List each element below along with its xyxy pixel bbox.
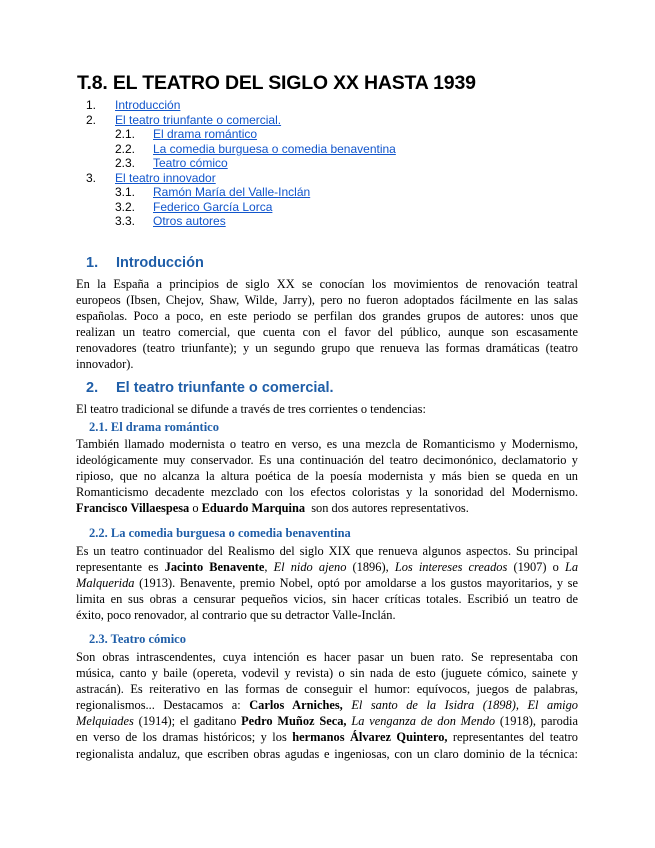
work-title: El amigo [527,698,578,713]
toc-number: 2.1. [115,127,136,141]
toc-link-otros-autores[interactable]: Otros autores [153,214,226,228]
text-line: ideológicamente muy conservador. Es una continuación del teatro decimonónico, declamatorio y [76,453,578,468]
subsection-heading-drama-romantico: 2.1. El drama romántico [89,420,219,434]
text-line: ripioso, que no alcanza la altura poética de la poesía modernista y más bien se queda en un [76,469,578,484]
text-fragment: (1914); el gaditano [133,714,242,729]
text-line: regionalista andaluz, que escriben obras agudas e ingeniosas, con un claro dominio de la técnica: [76,746,578,761]
toc-number: 2.2. [115,142,136,156]
document-title: T.8. EL TEATRO DEL SIGLO XX HASTA 1939 [77,72,476,94]
text-fragment: , [264,560,274,575]
section-number: 2. [86,380,99,396]
subsection-heading-comedia-burguesa: 2.2. La comedia burguesa o comedia benaventina [89,526,351,540]
toc-number: 1. [86,98,97,112]
toc-link-comedia-burguesa[interactable]: La comedia burguesa o comedia benaventina [153,142,396,156]
text-fragment: representantes del teatro [447,730,578,745]
text-fragment: (1918), parodia [495,714,578,729]
work-title: El santo de la Isidra [351,698,475,713]
author-name: Jacinto Benavente [164,560,265,575]
work-title: El nido ajeno [273,560,347,575]
text-line: realizan un teatro comercial, que cuenta con el favor del público, aunque son escasamente [76,325,578,340]
text-line [76,713,578,729]
author-name: Pedro Muñoz Seca, [241,714,347,729]
toc-link-drama-romantico[interactable]: El drama romántico [153,127,258,141]
text-fragment: o [189,501,202,516]
section-heading-teatro-triunfante [86,380,386,400]
text-line [76,575,578,591]
toc-number: 2. [86,113,97,127]
toc-number: 3.3. [115,214,136,228]
text-fragment: (1896), [346,560,395,575]
text-line: música, canto y baile (opereta, vodevil y revista) o sin nada de esto (juguete cómico, sainete y [76,666,578,681]
author-name: hermanos Álvarez Quintero, [292,730,448,745]
section-title: El teatro triunfante o comercial. [116,380,334,396]
author-name: Francisco Villaespesa [76,501,190,516]
author-name: Carlos Arniches, [249,698,343,713]
text-line [76,729,578,745]
text-line: Son obras intrascendentes, cuya intención es hacer pasar un buen rato. Se representaba con [76,650,578,664]
text-line: Romanticismo decadente mezclado con los efectos coloristas y la sonoridad del Modernismo. [76,485,578,500]
toc-number: 3. [86,171,97,185]
text-line: Es un teatro continuador del Realismo del siglo XIX que renueva algunos aspectos. Su principal [76,544,578,558]
text-line: renovadores (teatro triunfante); y un segundo grupo que renueva las formas dramáticas (teatro [76,341,578,356]
work-title: Los intereses creados [394,560,508,575]
text-line [76,697,578,713]
work-title: La [564,560,578,575]
paragraph-teatro-comico [76,649,578,762]
text-fragment: regionalismos... Destacamos a: [76,698,250,713]
section-title: Introducción [116,255,204,271]
toc-link-introduccion[interactable]: Introducción [115,98,181,112]
paragraph-introduccion [76,276,578,373]
text-line: españolas. Poco a poco, en este periodo se perfilan dos grandes grupos de autores: unos que [76,309,578,324]
text-line [76,559,578,575]
text-fragment: representante es [76,560,165,575]
work-title: Malquerida [76,576,135,591]
section-lead: El teatro tradicional se difunde a través de tres corrientes o tendencias: [76,402,426,416]
section-number: 1. [86,255,99,271]
section-heading-introduccion [86,255,286,275]
toc-link-valle-inclan[interactable]: Ramón María del Valle-Inclán [153,185,311,199]
text-line: limita en sus obras a censurar pequeños vicios, sin hacer críticas totales. Escribió un teatro de [76,592,578,607]
toc-link-teatro-triunfante[interactable]: El teatro triunfante o comercial. [115,113,282,127]
text-line [76,500,578,516]
toc-number: 2.3. [115,156,136,170]
text-line: innovador). [76,357,134,372]
text-fragment: (1907) o [507,560,565,575]
text-fragment: (1898), [474,698,528,713]
toc-number: 3.1. [115,185,136,199]
toc-link-garcia-lorca[interactable]: Federico García Lorca [153,200,273,214]
text-line: éxito, poco renovador, al contrario que su detractor Valle-Inclán. [76,608,396,623]
author-name: Eduardo Marquina [201,501,306,516]
paragraph-drama-romantico [76,436,578,516]
toc-link-teatro-comico[interactable]: Teatro cómico [153,156,228,170]
toc-number: 3.2. [115,200,136,214]
text-fragment: (1913). Benavente, premio Nobel, optó por amoldarse a los gustos mayoritarios, y se [134,576,578,591]
text-line: También llamado modernista o teatro en verso, es una mezcla de Romanticismo y Modernismo, [76,437,578,451]
work-title: Melquiades [76,714,134,729]
paragraph-comedia-burguesa [76,543,578,623]
text-line: astracán). Es reiterativo en las formas de conseguir el humor: equívocos, juegos de palabras, [76,682,578,697]
text-fragment: son dos autores representativos. [305,501,469,516]
work-title: La venganza de don Mendo [351,714,496,729]
text-fragment: en verso de los dramas históricos; y los [76,730,293,745]
text-line: En la España a principios de siglo XX se conocían los movimientos de renovación teatral [76,277,578,291]
text-line: europeos (Ibsen, Chejov, Shaw, Wilde, Jarry), pero no fueron adoptados fácilmente en las salas [76,293,578,308]
toc-link-teatro-innovador[interactable]: El teatro innovador [115,171,216,185]
subsection-heading-teatro-comico: 2.3. Teatro cómico [89,632,186,646]
